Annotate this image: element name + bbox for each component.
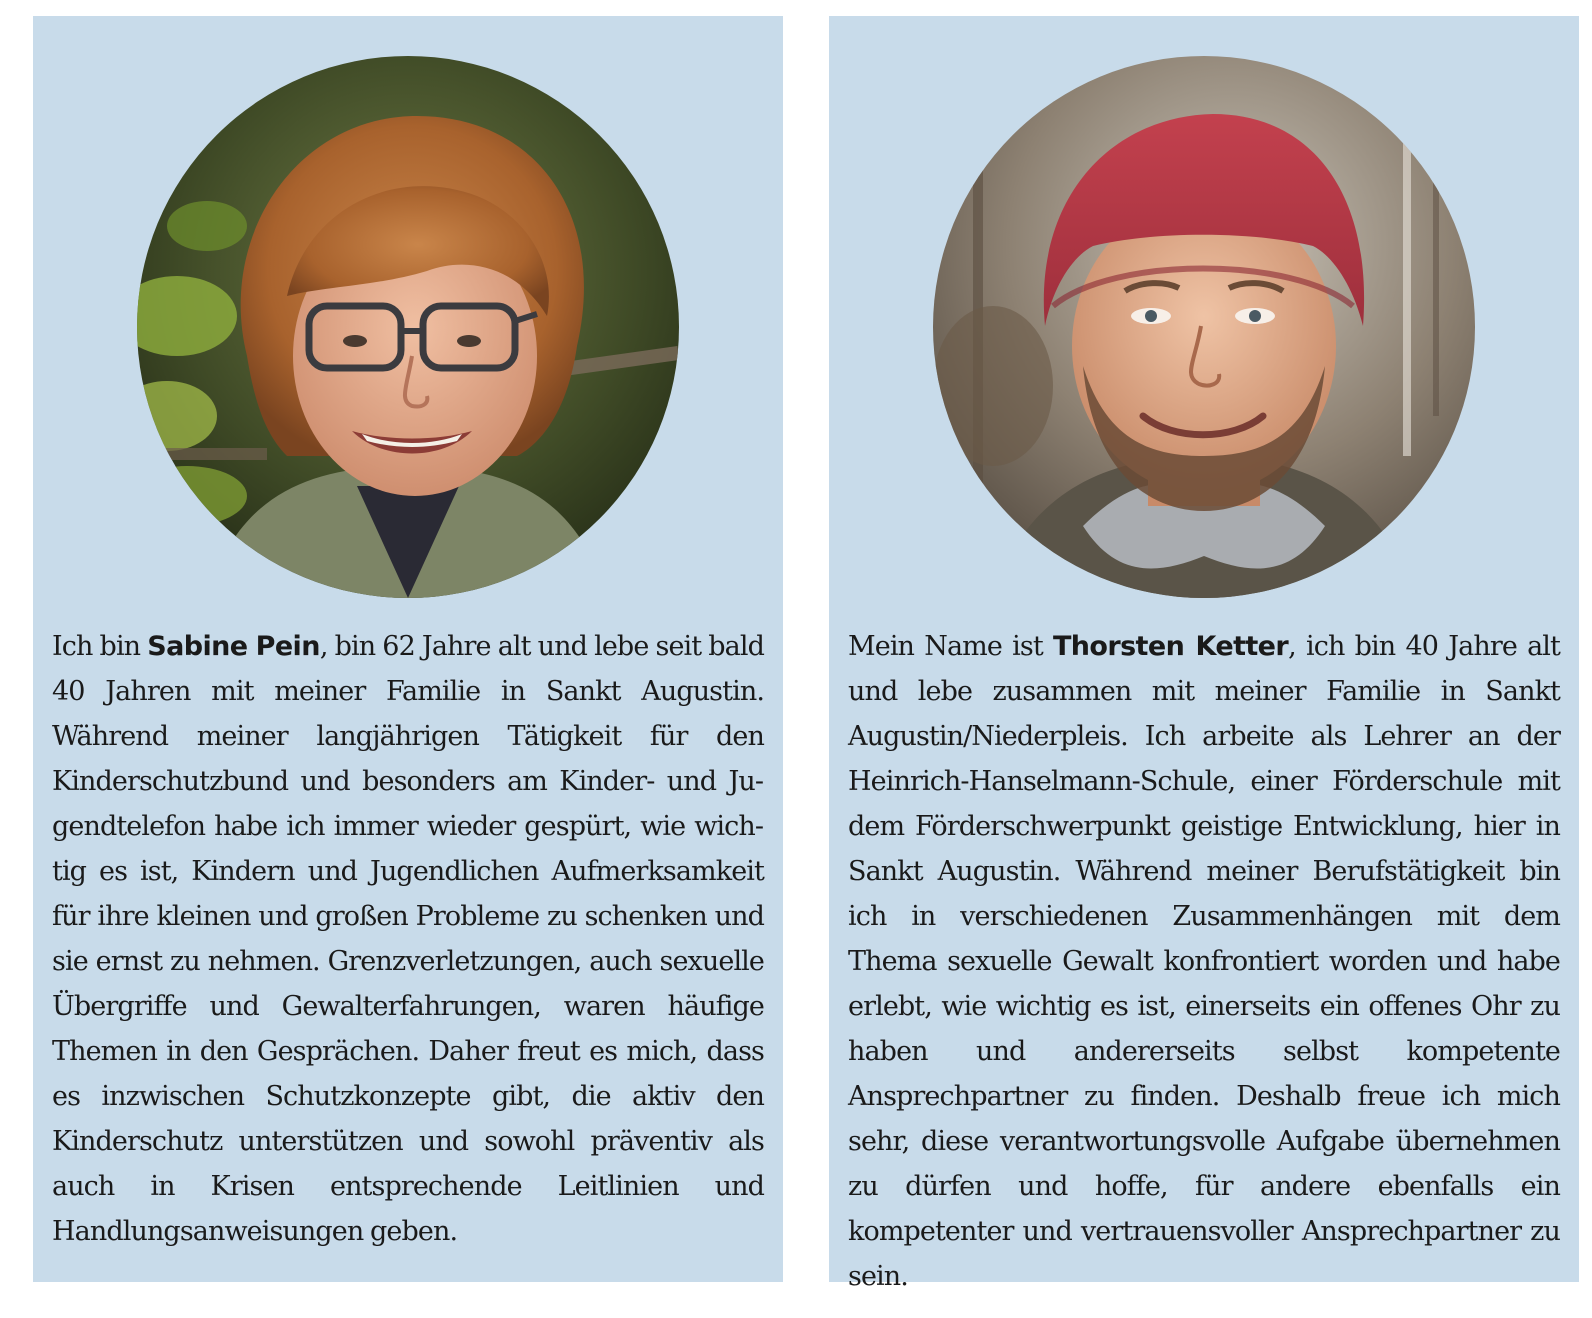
portrait-woman-icon [137, 56, 679, 598]
bio-body: , ich bin 40 Jahre alt und lebe zusammen mit meiner Familie in Sankt Augustin/Niederpleis. Ich arbeite als Lehrer an der Heinrich-Hanselmann-Schule, einer Förderschule mit dem Förderschwerpunkt geistige Entwicklung, hier in Sankt Augustin. Während meiner Berufstätigkeit bin ich in verschiedenen Zusammenhängen mit dem Thema sexuelle Gewalt konfrontiert worden und habe erlebt, wie wichtig es ist, einerseits ein offenes Ohr zu haben und andererseits selbst kompetente Ansprechpartner zu finden. Deshalb freue ich mich sehr, diese verantwortungsvolle Aufgabe übernehmen zu dürfen und hoffe, für andere ebenfalls ein kompetenter und vertrauensvoller Ansprechpartner zu sein. [848, 631, 1560, 1292]
person-name: Thorsten Ketter [1052, 631, 1289, 662]
bio-text-thorsten [848, 624, 1560, 1299]
portrait-man-icon [933, 56, 1475, 598]
profile-card-thorsten [829, 16, 1579, 1292]
bio-text-sabine [52, 624, 764, 1254]
profile-card-sabine [33, 16, 783, 1282]
bio-body: , bin 62 Jahre alt und lebe seit bald 40 Jahren mit meiner Familie in Sankt Augustin. Während meiner langjährigen Tätigkeit für den Kinderschutzbund und besonders am Kinder- und Jugendtelefon habe ich immer wieder gespürt, wie wichtig es ist, Kindern und Jugendlichen Aufmerksamkeit für ihre kleinen und großen Probleme zu schenken und sie ernst zu nehmen. Grenzverletzungen, auch sexuelle Übergriffe und Gewalterfahrungen, waren häufige Themen in den Gesprächen. Daher freut es mich, dass es inzwischen Schutzkonzepte gibt, die aktiv den Kinderschutz unterstützen und sowohl präventiv als auch in Krisen entsprechende Leitlinien und Handlungsanweisungen geben. [52, 631, 764, 1247]
portrait-photo-thorsten [933, 56, 1475, 598]
bio-intro: Ich bin [52, 631, 148, 662]
portrait-photo-sabine [137, 56, 679, 598]
bio-intro: Mein Name ist [848, 631, 1053, 662]
person-name: Sabine Pein [147, 631, 320, 662]
